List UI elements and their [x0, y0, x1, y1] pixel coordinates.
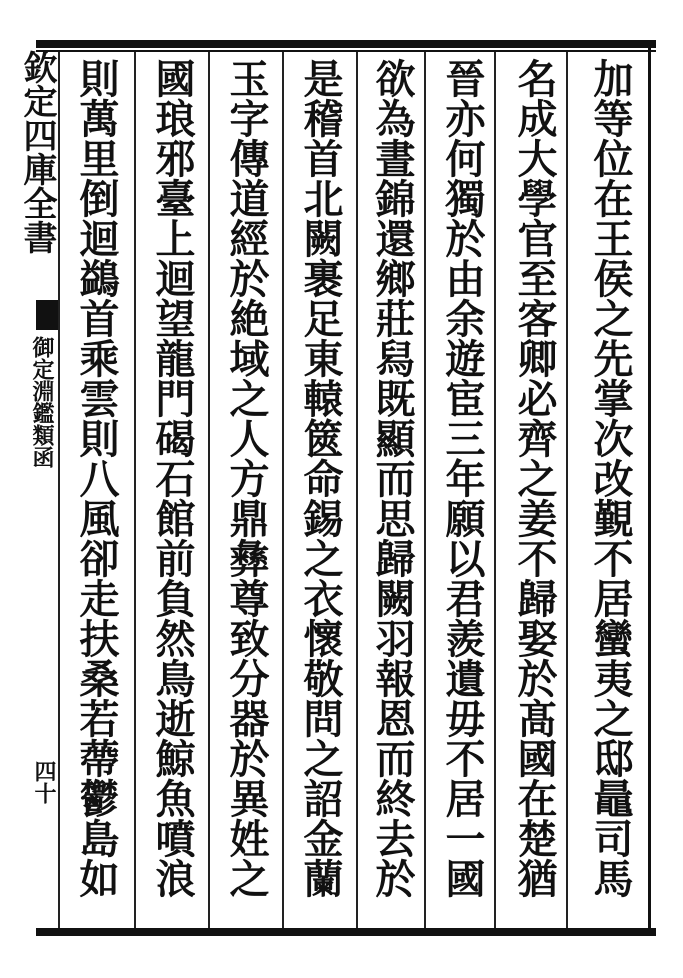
- column-rule: [424, 52, 426, 928]
- frame-top-inner-border: [36, 50, 656, 52]
- text-column-2: [508, 58, 560, 924]
- column-rule: [566, 52, 568, 928]
- column-text: 則萬里倒迴鷁首乘雲則八風卻走扶桑若蔕鬱島如: [73, 58, 120, 898]
- column-rule: [134, 52, 136, 928]
- text-column-3: [436, 58, 488, 924]
- text-column-5: [294, 58, 346, 924]
- frame-right-border: [648, 40, 651, 936]
- margin-book-title: 欽定四庫全書: [17, 50, 57, 254]
- text-column-7: [146, 58, 198, 924]
- margin-sub-title: 御定淵鑑類函: [29, 336, 55, 468]
- column-text: 晉亦何獨於由余遊宦三年願以君羨遺毋不居一國: [439, 58, 486, 898]
- column-text: 玉字傳道經於絶域之人方鼎彝尊致分器於異姓之: [223, 58, 270, 898]
- column-text: 加等位在王侯之先掌次改覲不居蠻夷之邸鼂司馬: [587, 58, 634, 898]
- column-text: 名成大學官至客卿必齊之姜不歸娶於髙國在楚猶: [511, 58, 558, 898]
- frame-bottom-border: [36, 928, 656, 936]
- column-text: 欲為晝錦還鄉莊舄既顯而思歸闕羽報恩而終去於: [369, 58, 416, 898]
- column-rule: [208, 52, 210, 928]
- column-text: 是稽首北闕裹足東轅篋命錫之衣懷敬問之詔金蘭: [297, 58, 344, 898]
- column-rule: [282, 52, 284, 928]
- frame-top-border: [36, 40, 656, 48]
- column-text: 國琅邪臺上迴望龍門碣石館前負然鳥逝鯨魚噴浪: [149, 58, 196, 898]
- text-column-6: [220, 58, 272, 924]
- margin-page-number: 四十: [31, 760, 57, 804]
- column-rule: [356, 52, 358, 928]
- text-column-1: [584, 58, 636, 924]
- column-rule: [494, 52, 496, 928]
- margin-fishtail-block: [36, 300, 58, 330]
- text-column-8: [70, 58, 122, 924]
- column-rule: [58, 52, 60, 928]
- text-column-4: [366, 58, 418, 924]
